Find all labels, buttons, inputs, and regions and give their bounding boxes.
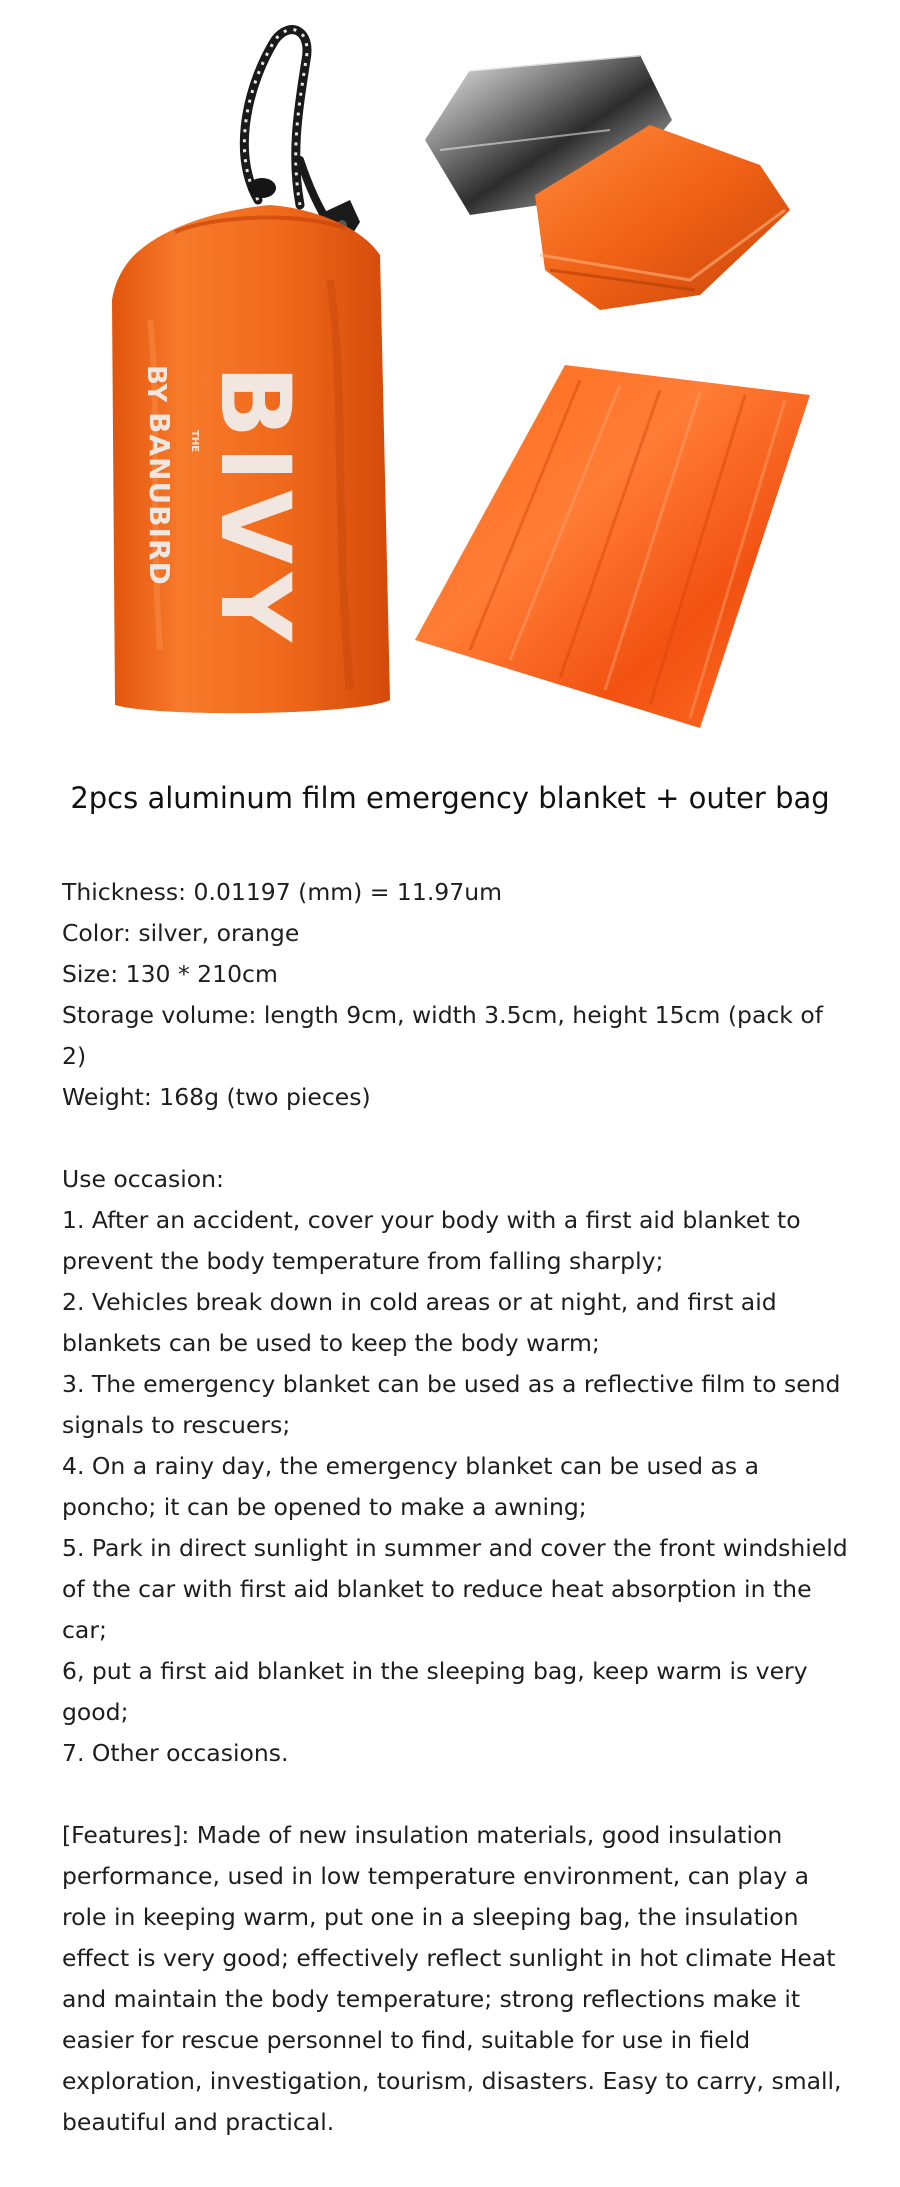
list-item: 3. The emergency blanket can be used as a reflective film to send signals to rescuers; [62, 1370, 841, 1439]
features-paragraph: [Features]: Made of new insulation materials, good insulation performance, used in low temperature environment, can play a role in keeping warm, put one in a sleeping bag, the insulation effect is very good; effectively reflect sunlight in hot climate Heat and maintain the body temperature; strong reflections make it easier for rescue personnel to find, suitable for use in field exploration, investigation, tourism, disasters. Easy to carry, small, beautiful and practical. [62, 1821, 842, 2136]
list-item: 7. Other occasions. [62, 1739, 289, 1767]
list-item: 4. On a rainy day, the emergency blanket can be used as a poncho; it can be opened to make a awning; [62, 1452, 759, 1521]
bag-brand-maker: BANUBIRD [143, 412, 176, 586]
description [62, 872, 852, 2143]
list-item: 6, put a first aid blanket in the sleeping bag, keep warm is very good; [62, 1657, 808, 1726]
bag-brand-the: THE [189, 430, 200, 453]
spec-thickness: Thickness: 0.01197 (mm) = 11.97um [62, 878, 502, 906]
stuff-sack [112, 205, 390, 713]
use-occasion-section [62, 1159, 852, 1774]
unfolded-orange-sheet [415, 365, 810, 728]
spec-color: Color: silver, orange [62, 919, 300, 947]
bag-brand-main: BIVY [199, 365, 311, 650]
page-title: 2pcs aluminum film emergency blanket + outer bag [70, 781, 830, 815]
spacer [62, 1118, 852, 1159]
spec-size: Size: 130 * 210cm [62, 960, 278, 988]
specs-list [62, 872, 852, 1118]
use-occasion-heading: Use occasion: [62, 1165, 224, 1193]
product-image [0, 0, 900, 740]
list-item: 5. Park in direct sunlight in summer and cover the front windshield of the car with first aid blanket to reduce heat absorption in the car; [62, 1534, 848, 1644]
spacer [62, 1774, 852, 1815]
bag-brand-by: BY [141, 365, 171, 403]
list-item: 1. After an accident, cover your body with a first aid blanket to prevent the body temperature from falling sharply; [62, 1206, 801, 1275]
spec-weight: Weight: 168g (two pieces) [62, 1083, 371, 1111]
spec-storage-volume: Storage volume: length 9cm, width 3.5cm, height 15cm (pack of 2) [62, 1001, 824, 1070]
list-item: 2. Vehicles break down in cold areas or at night, and first aid blankets can be used to keep the body warm; [62, 1288, 777, 1357]
